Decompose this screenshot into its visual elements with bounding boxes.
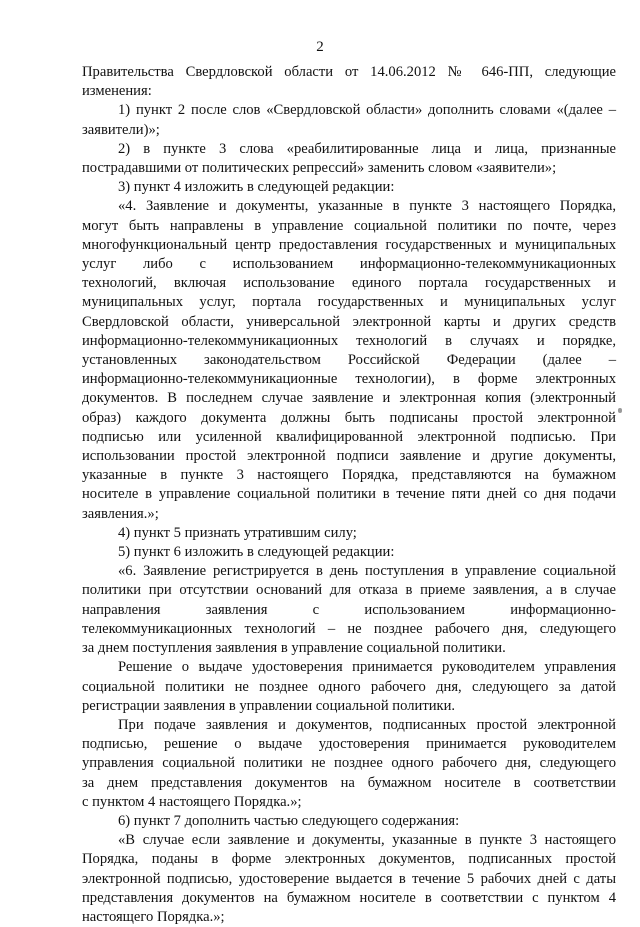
text-line: Правительства Свердловской области от 14.06.2012 № 646-ПП, следующие (82, 64, 616, 80)
text-line: подписью, решение о выдаче удостоверения принимается руководителем (82, 736, 616, 753)
text-line: настоящего Порядка.»; (82, 908, 225, 925)
text-line: социальной политики не позднее одного рабочего дня, следующего за датой (82, 678, 616, 695)
text-line: «В случае если заявление и документы, указанные в пункте 3 настоящего (118, 832, 616, 849)
text-line: многофункциональный центр предоставления государственных и муниципальных (82, 236, 616, 253)
text-line: телекоммуникационных технологий – не позднее рабочего дня, следующего (82, 620, 616, 637)
text-line: «4. Заявление и документы, указанные в пункте 3 настоящего Порядка, (118, 198, 616, 215)
document-body (82, 63, 616, 927)
text-line: 1) пункт 2 после слов «Свердловской области» дополнить словами «(далее – (118, 102, 616, 119)
text-line: установленных законодательством Российской Федерации (далее – (82, 352, 616, 369)
text-line: указанные в пункте 3 настоящего Порядка, представляются на бумажном (82, 467, 616, 484)
text-line: заявления.»; (82, 505, 159, 522)
text-line: представления документов на бумажном носителе в соответствии с пунктом 4 (82, 889, 616, 906)
text-line: 6) пункт 7 дополнить частью следующего содержания: (118, 812, 460, 829)
text-line: информационно-телекоммуникационных технологий в случаях и порядке, (82, 332, 616, 349)
text-line: могут быть направлены в управление социальной политики по почте, через (82, 217, 616, 234)
text-line: изменения: (82, 83, 152, 100)
text-line: муниципальных услуг, портала государственных и муниципальных услуг (82, 294, 616, 311)
scan-mark (618, 408, 622, 413)
text-line: 4) пункт 5 признать утратившим силу; (118, 524, 357, 541)
text-line: электронной подписью, удостоверение выдается в течение 5 рабочих дней с даты (82, 870, 616, 887)
text-line: Свердловской области, универсальной электронной карты и других средств (82, 313, 616, 330)
page-number: 2 (316, 39, 324, 55)
text-line: носителе в управление социальной политики в течение пяти дней со дня подачи (82, 486, 616, 503)
text-line: технологий, включая использование единого портала государственных и (82, 275, 616, 292)
text-line: образ) каждого документа должны быть подписаны простой электронной (82, 409, 616, 426)
text-line: регистрации заявления в управлении социальной политики. (82, 697, 456, 714)
text-line: заявители)»; (82, 121, 160, 138)
text-line: направления заявления с использованием информационно- (82, 601, 616, 618)
text-line: за днем представления документов на бумажном носителе в соответствии (82, 774, 616, 791)
text-line: информационно-телекоммуникационные технологии), в форме электронных (82, 371, 616, 388)
text-line: управления социальной политики не позднее одного рабочего дня, следующего (82, 755, 616, 772)
text-line: 2) в пункте 3 слова «реабилитированные лица и лица, признанные (118, 140, 616, 157)
text-line: использовании простой электронной подписи заявление и другие документы, (82, 448, 616, 465)
text-line: 3) пункт 4 изложить в следующей редакции: (118, 179, 395, 196)
text-line: подписью или усиленной квалифицированной электронной подписью. При (82, 428, 616, 445)
text-line: «6. Заявление регистрируется в день поступления в управление социальной (118, 563, 616, 580)
text-line: политики при отсутствии оснований для отказа в приеме заявления, а в случае (82, 582, 616, 599)
text-line: услуг либо с использованием информационно-телекоммуникационных (82, 256, 616, 273)
text-line: При подаче заявления и документов, подписанных простой электронной (118, 716, 616, 733)
text-line: с пунктом 4 настоящего Порядка.»; (82, 793, 302, 810)
text-line: за днем поступления заявления в управление социальной политики. (82, 640, 506, 657)
text-line: Порядка, поданы в форме электронных документов, подписанных простой (82, 851, 616, 868)
text-line: документов. В последнем случае заявление и электронная копия (электронный (82, 390, 616, 407)
text-line: пострадавшими от политических репрессий» заменить словом «заявители»; (82, 160, 557, 177)
text-line: 5) пункт 6 изложить в следующей редакции: (118, 544, 395, 561)
text-line: Решение о выдаче удостоверения принимается руководителем управления (118, 659, 616, 676)
